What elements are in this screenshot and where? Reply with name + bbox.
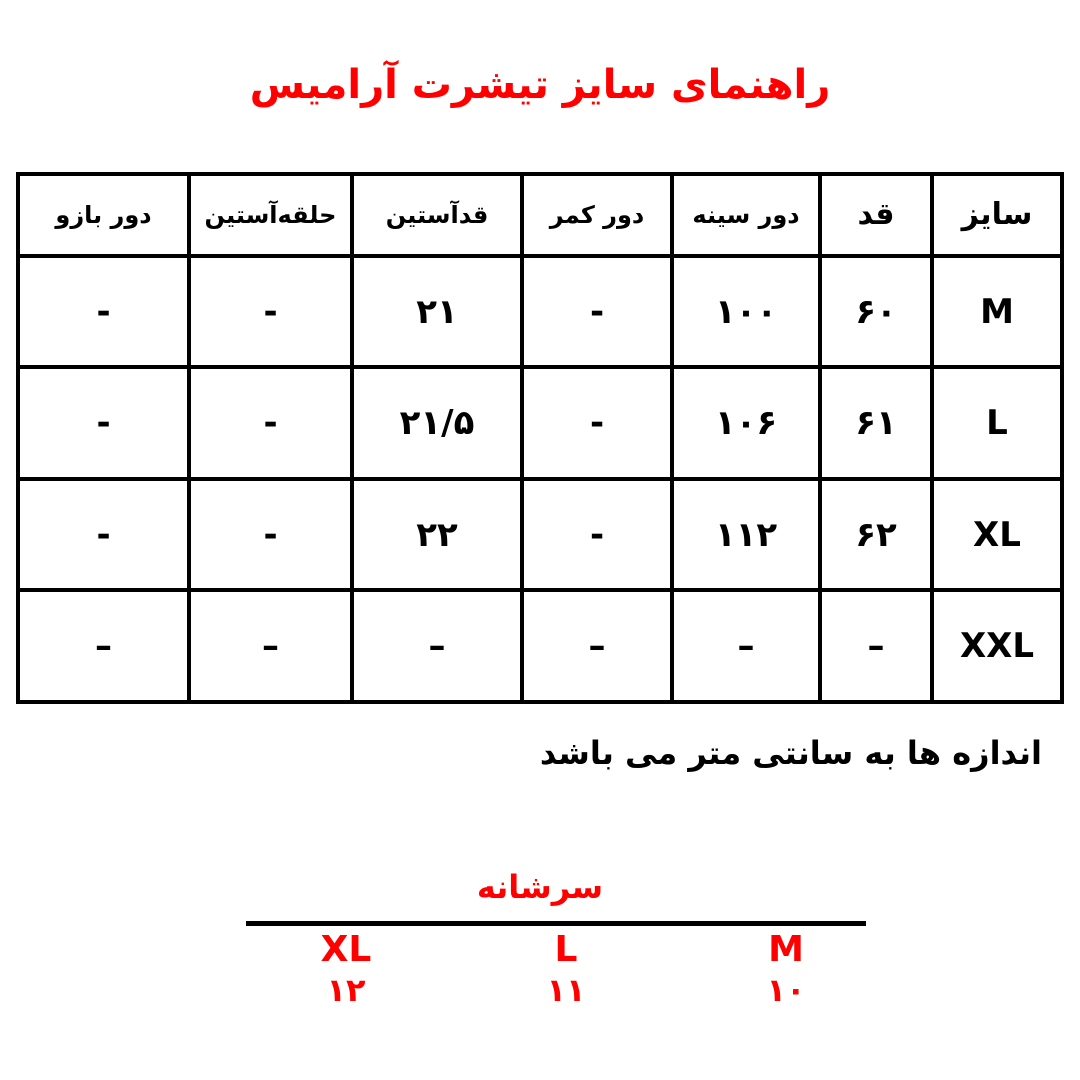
cell-length: ۶۰ (820, 256, 932, 368)
cell-chest: ۱۰۰ (672, 256, 820, 368)
table-row (18, 367, 1062, 479)
cell-waist: - (522, 256, 672, 368)
cell-chest: – (672, 590, 820, 702)
cell-size: XL (932, 479, 1062, 591)
cell-size: L (932, 367, 1062, 479)
header-waist: دور کمر (522, 174, 672, 256)
cell-waist: - (522, 479, 672, 591)
shoulder-size: M (768, 929, 804, 970)
cell-armhole: - (189, 479, 352, 591)
cell-armhole: - (189, 367, 352, 479)
shoulder-item-m (726, 928, 846, 1008)
table-header-row (18, 174, 1062, 256)
table-row (18, 590, 1062, 702)
cell-arm-circumference: – (18, 590, 189, 702)
cell-length: ۶۱ (820, 367, 932, 479)
cell-waist: - (522, 367, 672, 479)
shoulder-value: ۱۲ (326, 971, 366, 1009)
header-arm-circumference: دور بازو (18, 174, 189, 256)
cell-arm-circumference: - (18, 479, 189, 591)
shoulder-size: L (554, 929, 578, 970)
cell-armhole: - (189, 256, 352, 368)
shoulder-value: ۱۰ (766, 971, 806, 1009)
shoulder-item-xl (286, 928, 406, 1008)
cell-sleeve-length: ۲۱ (352, 256, 522, 368)
table-row (18, 479, 1062, 591)
shoulder-item-l (506, 928, 626, 1008)
cell-length: ۶۲ (820, 479, 932, 591)
header-chest: دور سینه (672, 174, 820, 256)
header-length: قد (820, 174, 932, 256)
cell-armhole: – (189, 590, 352, 702)
shoulder-size: XL (320, 929, 372, 970)
size-table (16, 172, 1064, 704)
cell-sleeve-length: ۲۲ (352, 479, 522, 591)
cell-size: M (932, 256, 1062, 368)
cell-sleeve-length: ۲۱/۵ (352, 367, 522, 479)
table-row (18, 256, 1062, 368)
header-sleeve-length: قدآستین (352, 174, 522, 256)
page-title: راهنمای سایز تیشرت آرامیس (249, 62, 831, 108)
shoulder-title: سرشانه (476, 868, 604, 906)
cell-chest: ۱۰۶ (672, 367, 820, 479)
units-note: اندازه ها به سانتی متر می باشد (539, 734, 1042, 772)
header-armhole: حلقه‌آستین (189, 174, 352, 256)
cell-waist: – (522, 590, 672, 702)
cell-sleeve-length: – (352, 590, 522, 702)
shoulder-value: ۱۱ (546, 971, 586, 1009)
cell-size: XXL (932, 590, 1062, 702)
cell-length: – (820, 590, 932, 702)
shoulder-divider (246, 921, 866, 926)
cell-arm-circumference: - (18, 367, 189, 479)
header-size: سایز (932, 174, 1062, 256)
cell-arm-circumference: - (18, 256, 189, 368)
cell-chest: ۱۱۲ (672, 479, 820, 591)
